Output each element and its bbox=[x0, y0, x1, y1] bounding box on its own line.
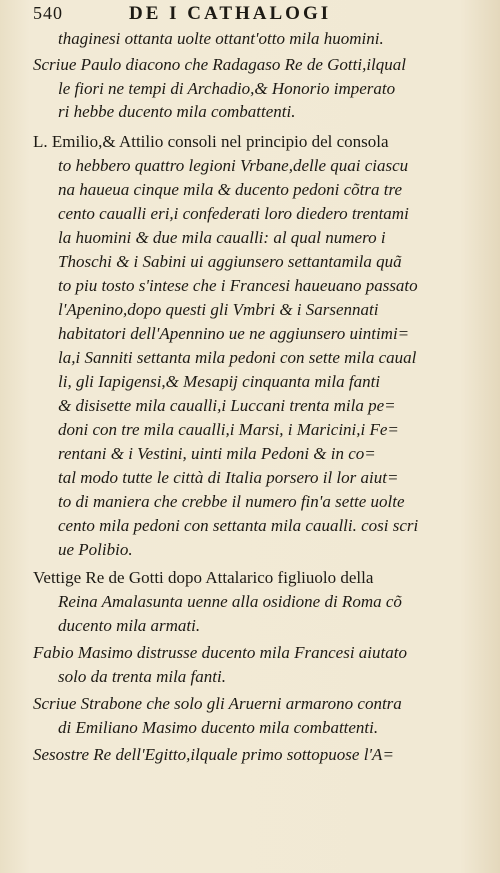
text-line: & disisette mila caualli,i Luccani trenta mila pe= bbox=[58, 396, 396, 415]
text-line: le fiori ne tempi di Archadio,& Honorio imperato bbox=[58, 79, 396, 98]
text-line: solo da trenta mila fanti. bbox=[58, 667, 226, 686]
text-line: Thoschi & i Sabini ui aggiunsero settantamila quã bbox=[58, 252, 402, 271]
text-line: l'Apenino,dopo questi gli Vmbri & i Sarsennati bbox=[58, 300, 379, 319]
text-line: di Emiliano Masimo ducento mila combattenti. bbox=[58, 718, 379, 737]
text-line: la huomini & due mila caualli: al qual numero i bbox=[58, 228, 386, 247]
text-line: Sesostre Re dell'Egitto,ilquale primo sottopuose l'A= bbox=[33, 745, 394, 764]
text-line: to di maniera che crebbe il numero fin'a sette uolte bbox=[58, 492, 405, 511]
page-header bbox=[33, 3, 490, 27]
text-line: la,i Sanniti settanta mila pedoni con sette mila caual bbox=[58, 348, 417, 367]
text-line: to piu tosto s'intese che i Francesi haueuano passato bbox=[58, 276, 418, 295]
text-line: Scriue Paulo diacono che Radagaso Re de Gotti,ilqual bbox=[33, 55, 406, 74]
text-line: cento caualli eri,i confederati loro diedero trentami bbox=[58, 204, 409, 223]
text-line: cento mila pedoni con settanta mila caualli. cosi scri bbox=[58, 516, 419, 535]
text-line: Scriue Strabone che solo gli Aruerni armarono contra bbox=[33, 694, 402, 713]
text-line: L. Emilio,& Attilio consoli nel principio del consola bbox=[33, 132, 389, 151]
text-line: rentani & i Vestini, uinti mila Pedoni & in co= bbox=[58, 444, 376, 463]
text-line: tal modo tutte le città di Italia porsero il lor aiut= bbox=[58, 468, 399, 487]
text-line: Reina Amalasunta uenne alla osidione di Roma cõ bbox=[58, 592, 402, 611]
text-line: Fabio Masimo distrusse ducento mila Francesi aiutato bbox=[33, 643, 407, 662]
text-line: ri hebbe ducento mila combattenti. bbox=[58, 102, 296, 121]
page-number: 540 bbox=[33, 3, 63, 23]
text-line: ducento mila armati. bbox=[58, 616, 201, 635]
text-line: ue Polibio. bbox=[58, 540, 133, 559]
text-line: habitatori dell'Apennino ue ne aggiunsero uintimi= bbox=[58, 324, 410, 343]
text-line: thaginesi ottanta uolte ottant'otto mila huomini. bbox=[58, 29, 384, 48]
text-line: to hebbero quattro legioni Vrbane,delle quai ciascu bbox=[58, 156, 409, 175]
text-line: doni con tre mila caualli,i Marsi, i Maricini,i Fe= bbox=[58, 420, 399, 439]
text-line: Vettige Re de Gotti dopo Attalarico figliuolo della bbox=[33, 568, 374, 587]
running-title: DE I CATHALOGI bbox=[129, 3, 332, 24]
text-line: li, gli Iapigensi,& Mesapij cinquanta mila fanti bbox=[58, 372, 381, 391]
text-line: na haueua cinque mila & ducento pedoni cõtra tre bbox=[58, 180, 403, 199]
